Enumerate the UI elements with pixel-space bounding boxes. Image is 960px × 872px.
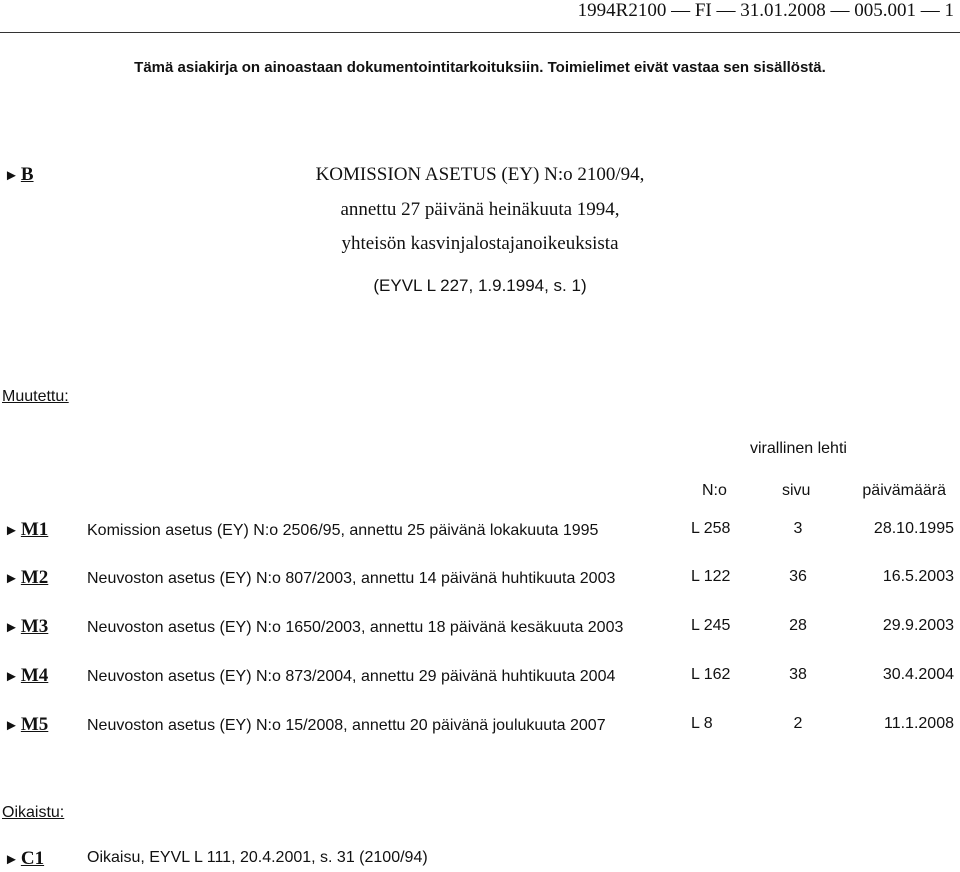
marker-arrow-icon: ►: [4, 571, 19, 587]
marker-arrow-icon: ►: [4, 852, 19, 868]
column-group-official-journal: virallinen lehti: [750, 440, 847, 457]
act-title-line-1: KOMISSION ASETUS (EY) N:o 2100/94,: [315, 164, 645, 185]
act-title-line-2: annettu 27 päivänä heinäkuuta 1994,: [340, 199, 620, 220]
amendment-text-m5: Neuvoston asetus (EY) N:o 15/2008, annettu 20 päivänä joulukuuta 2007: [87, 717, 606, 734]
column-header-date: päivämäärä: [862, 482, 946, 499]
column-header-number: N:o: [702, 482, 727, 499]
correction-text-c1: Oikaisu, EYVL L 111, 20.4.2001, s. 31 (2100/94): [87, 849, 428, 866]
oj-reference: (EYVL L 227, 1.9.1994, s. 1): [373, 276, 587, 295]
amendment-page-m2: 36: [789, 568, 807, 585]
marker-arrow-icon: ►: [4, 620, 19, 636]
amendment-number-m5: L 8: [691, 715, 713, 732]
amendment-page-m4: 38: [789, 666, 807, 683]
amendment-date-m4: 30.4.2004: [882, 666, 954, 683]
amendment-date-m1: 28.10.1995: [873, 520, 954, 537]
column-header-page: sivu: [782, 482, 811, 499]
marker-arrow-icon: ►: [4, 669, 19, 685]
amendment-date-m2: 16.5.2003: [882, 568, 954, 585]
amendment-marker-m2[interactable]: [4, 567, 48, 589]
amendment-text-m2: Neuvoston asetus (EY) N:o 807/2003, annettu 14 päivänä huhtikuuta 2003: [87, 570, 616, 587]
amendment-number-m3: L 245: [691, 617, 731, 634]
marker-code: M4: [20, 665, 49, 686]
amendment-date-m3: 29.9.2003: [882, 617, 954, 634]
amendment-page-m3: 28: [789, 617, 807, 634]
amendment-marker-m3[interactable]: [4, 616, 48, 638]
amendment-marker-m4[interactable]: [4, 665, 48, 687]
header-divider: [0, 32, 960, 33]
amendment-text-m4: Neuvoston asetus (EY) N:o 873/2004, annettu 29 päivänä huhtikuuta 2004: [87, 668, 616, 685]
disclaimer: Tämä asiakirja on ainoastaan dokumentointitarkoituksiin. Toimielimet eivät vastaa sen sisällöstä.: [134, 59, 826, 76]
amendment-number-m4: L 162: [691, 666, 731, 683]
marker-code: M2: [20, 567, 49, 588]
amendment-text-m3: Neuvoston asetus (EY) N:o 1650/2003, annettu 18 päivänä kesäkuuta 2003: [87, 619, 624, 636]
marker-code: C1: [20, 848, 45, 869]
corrected-label: Oikaistu:: [2, 804, 65, 821]
amended-label: Muutettu:: [2, 388, 69, 405]
amendment-page-m1: 3: [793, 520, 803, 537]
document-reference: 1994R2100 — FI — 31.01.2008 — 005.001 — 1: [577, 0, 954, 21]
marker-code: M1: [20, 519, 49, 540]
marker-code: M5: [20, 714, 49, 735]
marker-arrow-icon: ►: [4, 523, 19, 539]
correction-marker-c1[interactable]: [4, 848, 44, 870]
amendment-number-m2: L 122: [691, 568, 731, 585]
marker-arrow-icon: ►: [4, 168, 19, 184]
amendment-page-m5: 2: [793, 715, 803, 732]
marker-arrow-icon: ►: [4, 718, 19, 734]
marker-code: M3: [20, 616, 49, 637]
marker-code: B: [20, 164, 34, 185]
amendment-text-m1: Komission asetus (EY) N:o 2506/95, annettu 25 päivänä lokakuuta 1995: [87, 522, 599, 539]
act-title-line-3: yhteisön kasvinjalostajanoikeuksista: [341, 233, 619, 254]
amendment-date-m5: 11.1.2008: [884, 715, 954, 732]
amendment-marker-m5[interactable]: [4, 714, 48, 736]
amendment-marker-m1[interactable]: [4, 519, 48, 541]
amendment-number-m1: L 258: [691, 520, 731, 537]
